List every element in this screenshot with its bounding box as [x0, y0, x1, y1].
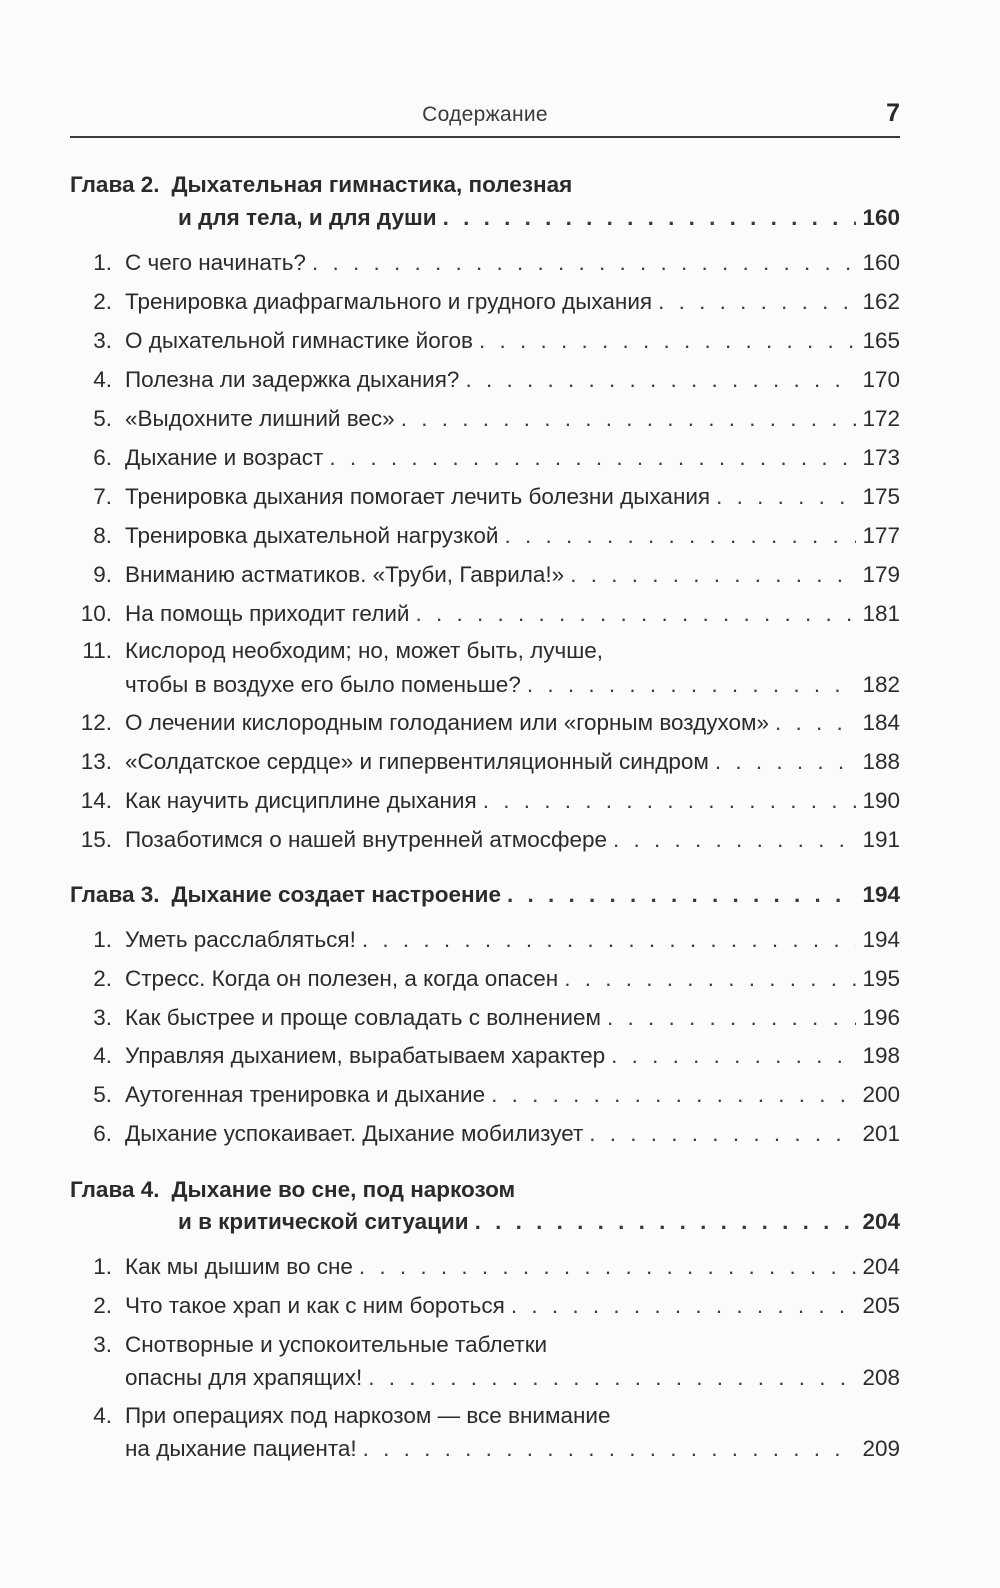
entry-page: 208 — [862, 1365, 900, 1390]
dot-leader — [415, 599, 856, 629]
dot-leader — [312, 248, 857, 278]
chapter-heading-cont[interactable] — [178, 1207, 900, 1237]
chapter-title: и в критической ситуации — [178, 1209, 469, 1234]
entry-number: 15. — [80, 827, 112, 852]
chapter-page: 194 — [862, 882, 900, 907]
entry-title: На помощь приходит гелий — [125, 601, 410, 626]
toc-entry[interactable] — [70, 925, 900, 955]
entry-title: Вниманию астматиков. «Труби, Гаврила!» — [125, 562, 565, 587]
entry-page: 160 — [862, 250, 900, 275]
chapter-title: Дыхание создает настроение — [171, 882, 501, 907]
toc-entry[interactable] — [70, 443, 900, 473]
entry-title: Как быстрее и проще совладать с волнением — [125, 1005, 601, 1030]
toc-entry[interactable] — [70, 404, 900, 434]
entry-number: 2. — [93, 966, 112, 991]
entry-page: 179 — [862, 562, 900, 587]
entry-page: 165 — [862, 328, 900, 353]
dot-leader — [570, 560, 856, 590]
entry-title: Дыхание и возраст — [125, 445, 324, 470]
entry-number: 8. — [93, 523, 112, 548]
chapter-label: Глава 2. — [70, 172, 160, 197]
dot-leader — [362, 925, 857, 955]
entry-title: Аутогенная тренировка и дыхание — [125, 1082, 486, 1107]
dot-leader — [564, 964, 856, 994]
entry-title: Дыхание успокаивает. Дыхание мобилизует — [125, 1121, 584, 1146]
entry-title: Тренировка дыхательной нагрузкой — [125, 523, 499, 548]
toc-entry[interactable] — [70, 1330, 900, 1360]
entry-title: «Выдохните лишний вес» — [125, 406, 395, 431]
dot-leader — [475, 1207, 857, 1237]
entry-title: Уметь расслабляться! — [125, 927, 356, 952]
chapter-title: и для тела, и для души — [178, 205, 437, 230]
chapter-heading[interactable] — [70, 880, 900, 910]
entry-title: Тренировка дыхания помогает лечить болезни дыхания — [125, 484, 711, 509]
entry-page: 182 — [862, 672, 900, 697]
dot-leader — [611, 1041, 856, 1071]
toc-entry[interactable] — [70, 248, 900, 278]
entry-page: 190 — [862, 788, 900, 813]
toc-entry[interactable] — [70, 825, 900, 855]
dot-leader — [401, 404, 857, 434]
entry-page: 200 — [862, 1082, 900, 1107]
entry-number: 5. — [93, 406, 112, 431]
toc-entry[interactable] — [70, 287, 900, 317]
dot-leader — [504, 521, 856, 551]
entry-number: 13. — [80, 749, 112, 774]
dot-leader — [465, 365, 856, 395]
entry-number: 1. — [93, 927, 112, 952]
dot-leader — [507, 880, 856, 910]
toc-entry[interactable] — [70, 1119, 900, 1149]
toc-entry[interactable] — [70, 1291, 900, 1321]
chapter-page: 204 — [862, 1209, 900, 1234]
entry-page: 184 — [862, 710, 900, 735]
entry-number: 2. — [93, 1293, 112, 1318]
entry-number: 2. — [93, 289, 112, 314]
entry-number: 6. — [93, 1121, 112, 1146]
entry-title: Стресс. Когда он полезен, а когда опасен — [125, 966, 559, 991]
dot-leader — [368, 1363, 856, 1393]
chapter-heading[interactable] — [70, 1175, 900, 1205]
entry-number: 11. — [82, 638, 112, 663]
dot-leader — [607, 1003, 856, 1033]
entry-title: Кислород необходим; но, может быть, лучше, — [125, 638, 604, 663]
entry-title: Что такое храп и как с ним бороться — [125, 1293, 505, 1318]
toc-entry-cont[interactable] — [125, 670, 900, 700]
toc-entry[interactable] — [70, 747, 900, 777]
entry-page: 175 — [862, 484, 900, 509]
entry-page: 205 — [862, 1293, 900, 1318]
toc-entry[interactable] — [70, 964, 900, 994]
toc-entry[interactable] — [70, 1003, 900, 1033]
toc-entry[interactable] — [70, 636, 900, 666]
page-header — [70, 100, 900, 138]
entry-number: 4. — [93, 367, 112, 392]
dot-leader — [775, 708, 856, 738]
toc-entry[interactable] — [70, 365, 900, 395]
entry-title: опасны для храпящих! — [125, 1365, 363, 1390]
entry-number: 5. — [93, 1082, 112, 1107]
entry-title: Управляя дыханием, вырабатываем характер — [125, 1043, 606, 1068]
toc-entry[interactable] — [70, 599, 900, 629]
entry-number: 12. — [80, 710, 112, 735]
page-number: 7 — [886, 99, 900, 127]
dot-leader — [329, 443, 856, 473]
toc-entry[interactable] — [70, 1252, 900, 1282]
entry-title: При операциях под наркозом — все внимание — [125, 1403, 611, 1428]
entry-page: 177 — [862, 523, 900, 548]
entry-page: 209 — [862, 1436, 900, 1461]
dot-leader — [363, 1434, 857, 1464]
dot-leader — [511, 1291, 857, 1321]
dot-leader — [491, 1080, 856, 1110]
chapter-page: 160 — [862, 205, 900, 230]
entry-title: на дыхание пациента! — [125, 1436, 357, 1461]
entry-page: 194 — [862, 927, 900, 952]
dot-leader — [359, 1252, 857, 1282]
entry-title: «Солдатское сердце» и гипервентиляционный синдром — [125, 749, 709, 774]
entry-page: 170 — [862, 367, 900, 392]
entry-title: С чего начинать? — [125, 250, 306, 275]
entry-page: 204 — [862, 1254, 900, 1279]
entry-page: 188 — [862, 749, 900, 774]
dot-leader — [716, 482, 856, 512]
toc-entry[interactable] — [70, 326, 900, 356]
entry-page: 198 — [862, 1043, 900, 1068]
dot-leader — [527, 670, 857, 700]
entry-number: 4. — [93, 1043, 112, 1068]
entry-number: 1. — [93, 1254, 112, 1279]
entry-number: 7. — [93, 484, 112, 509]
entry-page: 196 — [862, 1005, 900, 1030]
toc-entry[interactable] — [70, 786, 900, 816]
chapter-title: Дыхательная гимнастика, полезная — [171, 172, 573, 197]
toc-entry[interactable] — [70, 708, 900, 738]
running-title: Содержание — [422, 103, 548, 126]
entry-number: 14. — [80, 788, 112, 813]
toc-entry-cont[interactable] — [125, 1363, 900, 1393]
entry-page: 201 — [862, 1121, 900, 1146]
entry-title: О лечении кислородным голоданием или «горным воздухом» — [125, 710, 769, 735]
entry-title: О дыхательной гимнастике йогов — [125, 328, 473, 353]
toc-entry[interactable] — [70, 1401, 900, 1431]
entry-title: Полезна ли задержка дыхания? — [125, 367, 460, 392]
toc-entry[interactable] — [70, 560, 900, 590]
entry-page: 195 — [862, 966, 900, 991]
toc-entry[interactable] — [70, 482, 900, 512]
toc-entry-cont[interactable] — [125, 1434, 900, 1464]
toc-entry[interactable] — [70, 1080, 900, 1110]
entry-title: Тренировка диафрагмального и грудного дыхания — [125, 289, 653, 314]
entry-number: 4. — [93, 1403, 112, 1428]
entry-page: 172 — [862, 406, 900, 431]
entry-page: 173 — [862, 445, 900, 470]
entry-number: 10. — [80, 601, 112, 626]
entry-title: чтобы в воздухе его было поменьше? — [125, 672, 521, 697]
entry-title: Снотворные и успокоительные таблетки — [125, 1332, 548, 1357]
entry-page: 162 — [862, 289, 900, 314]
toc-entry[interactable] — [70, 521, 900, 551]
chapter-label: Глава 4. — [70, 1177, 160, 1202]
entry-number: 1. — [93, 250, 112, 275]
entry-number: 9. — [93, 562, 112, 587]
chapter-title: Дыхание во сне, под наркозом — [171, 1177, 516, 1202]
entry-number: 3. — [93, 1005, 112, 1030]
dot-leader — [443, 203, 857, 233]
entry-title: Как мы дышим во сне — [125, 1254, 353, 1279]
entry-title: Позаботимся о нашей внутренней атмосфере — [125, 827, 608, 852]
entry-number: 3. — [93, 328, 112, 353]
entry-number: 6. — [93, 445, 112, 470]
entry-title: Как научить дисциплине дыхания — [125, 788, 477, 813]
entry-number: 3. — [93, 1332, 112, 1357]
entry-page: 191 — [862, 827, 900, 852]
dot-leader — [479, 326, 857, 356]
dot-leader — [658, 287, 856, 317]
toc-entry[interactable] — [70, 1041, 900, 1071]
entry-page: 181 — [862, 601, 900, 626]
dot-leader — [589, 1119, 856, 1149]
chapter-heading-cont[interactable] — [178, 203, 900, 233]
chapter-label: Глава 3. — [70, 882, 160, 907]
dot-leader — [613, 825, 856, 855]
chapter-heading[interactable] — [70, 170, 900, 200]
dot-leader — [483, 786, 857, 816]
dot-leader — [715, 747, 857, 777]
